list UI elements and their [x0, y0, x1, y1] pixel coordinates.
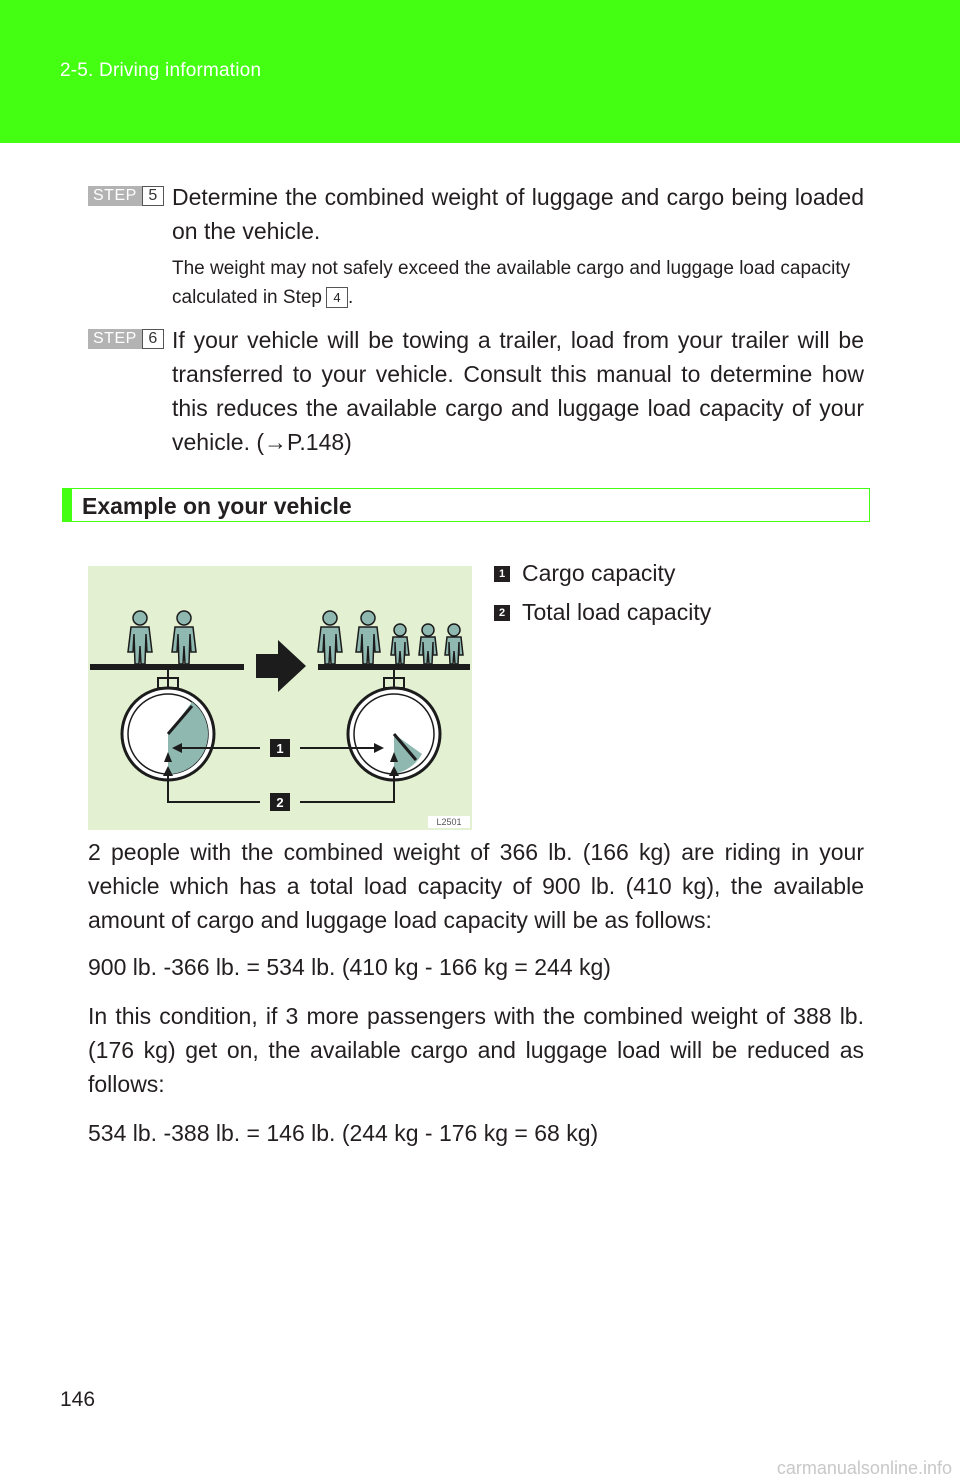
- load-capacity-illustration: [88, 566, 472, 830]
- step-ref-box: 4: [326, 287, 348, 308]
- callout-1-label: 1: [276, 741, 284, 756]
- note-text: The weight may not safely exceed the available cargo and luggage load capacity calculated in Step: [172, 258, 851, 308]
- scale-platform-right: [318, 664, 470, 670]
- adult-person-icon: [128, 611, 196, 664]
- watermark: carmanualsonline.info: [776, 1458, 952, 1478]
- step-label: STEP: [88, 186, 142, 206]
- passenger-group-icon: [318, 611, 463, 664]
- scale-platform-left: [90, 664, 244, 670]
- example-heading-text: Example on your vehicle: [82, 493, 352, 519]
- step-5-text: Determine the combined weight of luggage and cargo being loaded on the vehicle.: [172, 184, 864, 244]
- note-end: .: [348, 287, 354, 308]
- paragraph-condition: In this condition, if 3 more passengers with the combined weight of 388 lb. (176 kg) get on, the available cargo and luggage load will be reduced as follows:: [88, 1003, 864, 1097]
- calculation-2: 534 lb. -388 lb. = 146 lb. (244 kg - 176 kg = 68 kg): [88, 1120, 599, 1146]
- step-number: 6: [142, 329, 164, 349]
- step-6-text: If your vehicle will be towing a trailer, load from your trailer will be transferred to your vehicle. Consult this manual to determine how this reduces the available cargo and luggage load capacity of your vehicle. (→P.148): [172, 327, 864, 455]
- legend-item-cargo: [494, 560, 675, 587]
- step-5-badge: [88, 186, 164, 206]
- section-title: 2-5. Driving information: [60, 60, 262, 81]
- paragraph-example: 2 people with the combined weight of 366 lb. (166 kg) are riding in your vehicle which has a total load capacity of 900 lb. (410 kg), the available amount of cargo and luggage load capacity will be as follows:: [88, 839, 864, 933]
- arrow-right-icon: [256, 640, 306, 692]
- figure-code: L2501: [436, 817, 462, 827]
- step-number: 5: [142, 186, 164, 206]
- step-6-badge: [88, 329, 164, 349]
- heading-accent-bar: [62, 488, 72, 522]
- step-5-note: [172, 254, 864, 312]
- page-number: 146: [60, 1388, 96, 1411]
- page-header: [0, 0, 960, 143]
- calculation-1: 900 lb. -366 lb. = 534 lb. (410 kg - 166 kg = 244 kg): [88, 954, 611, 980]
- illustration-svg: [88, 566, 472, 830]
- legend-label: Cargo capacity: [522, 560, 676, 586]
- step-5: [88, 180, 864, 312]
- legend-label: Total load capacity: [522, 599, 712, 625]
- legend-number-box: 1: [494, 566, 510, 582]
- example-heading: [62, 488, 870, 522]
- legend-number-box: 2: [494, 605, 510, 621]
- legend-item-total: [494, 599, 711, 626]
- callout-2-label: 2: [276, 795, 284, 810]
- step-label: STEP: [88, 329, 142, 349]
- step-6: [88, 323, 864, 459]
